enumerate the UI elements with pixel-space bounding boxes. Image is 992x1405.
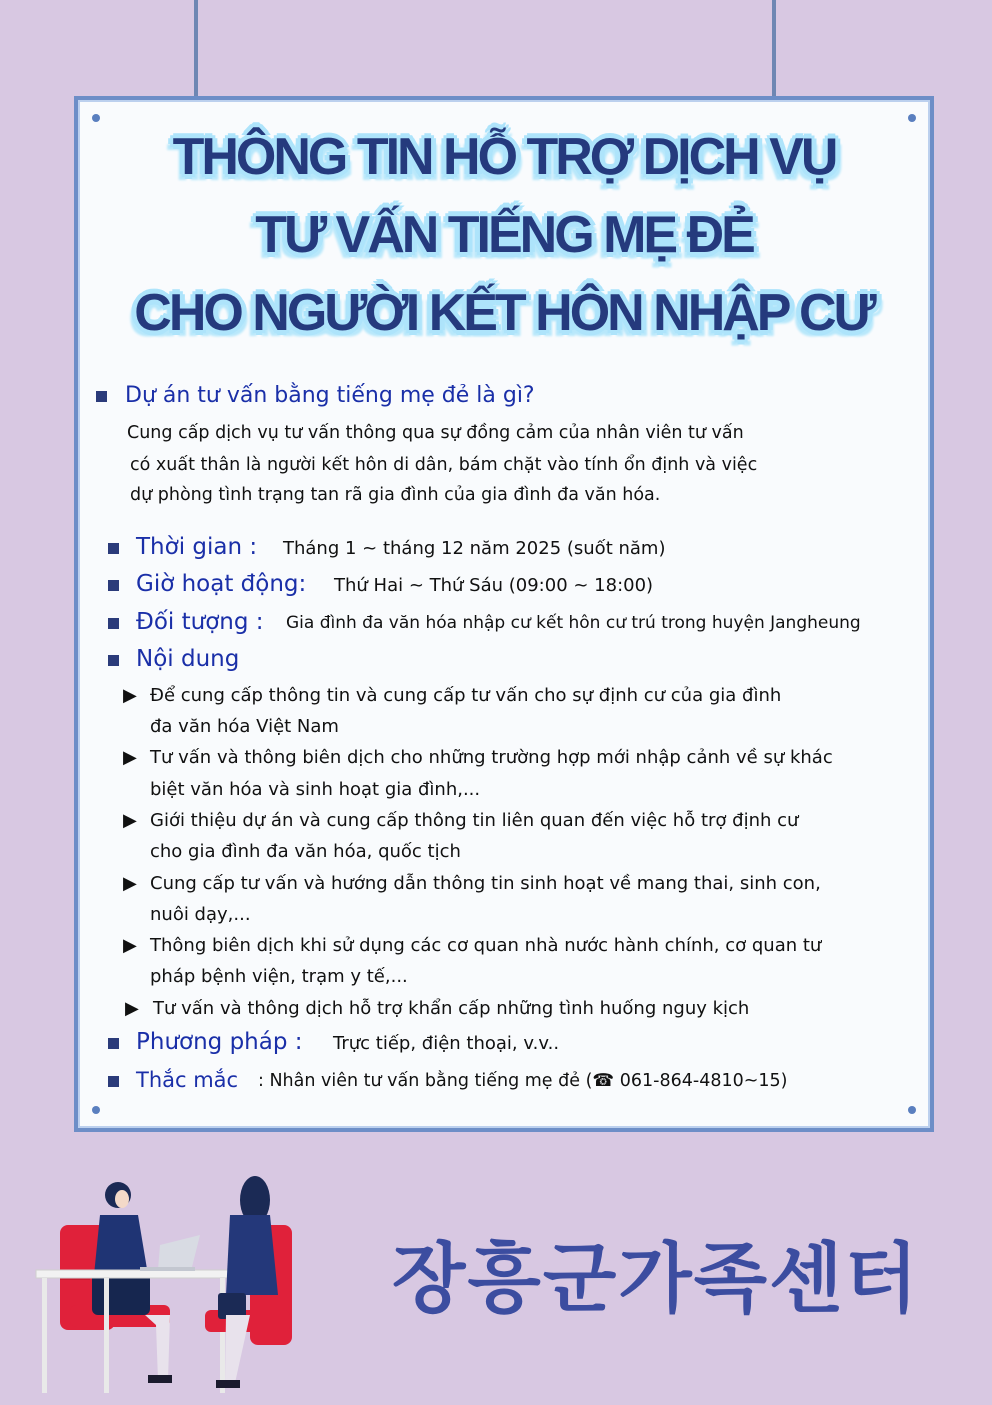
right-woman-shoe — [216, 1380, 240, 1388]
content-label: Nội dung — [136, 646, 240, 672]
inquiry-value: : Nhân viên tư vấn bằng tiếng mẹ đẻ (☎ 061-864-4810~15) — [258, 1071, 788, 1091]
square-bullet-icon — [108, 1038, 119, 1049]
target-value: Gia đình đa văn hóa nhập cư kết hôn cư trú trong huyện Jangheung — [286, 613, 861, 633]
right-woman-legs — [225, 1315, 250, 1383]
left-hanger-wire — [194, 0, 198, 96]
pin-icon — [908, 1106, 916, 1114]
content-bullet-1-line-2: đa văn hóa Việt Nam — [150, 716, 339, 737]
left-woman-body — [94, 1215, 148, 1275]
content-bullet-5-line-2: pháp bệnh viện, trạm y tế,... — [150, 966, 408, 987]
pin-icon — [92, 1106, 100, 1114]
method-label: Phương pháp : — [136, 1029, 303, 1055]
counseling-illustration — [30, 1175, 360, 1405]
left-woman-face — [115, 1190, 129, 1208]
content-bullet-2-line-2: biệt văn hóa và sinh hoạt gia đình,... — [150, 779, 481, 800]
desk-top — [36, 1270, 236, 1278]
inquiry-label: Thắc mắc — [136, 1068, 239, 1092]
target-label: Đối tượng : — [136, 609, 264, 635]
intro-line-3: dự phòng tình trạng tan rã gia đình của gia đình đa văn hóa. — [130, 485, 661, 505]
method-value: Trực tiếp, điện thoại, v.v.. — [333, 1033, 560, 1054]
intro-line-2: có xuất thân là người kết hôn di dân, bám chặt vào tính ổn định và việc — [130, 455, 758, 475]
family-center-logo-text: 장흥군가족센터 — [392, 1234, 920, 1323]
content-bullet-6-line-1: Tư vấn và thông dịch hỗ trợ khẩn cấp những tình huống nguy kịch — [153, 998, 750, 1019]
time-label: Thời gian : — [136, 534, 258, 560]
title-line-3: CHO NGƯỜI KẾT HÔN NHẬP CƯ — [134, 284, 874, 342]
triangle-bullet-icon: ▶ — [123, 873, 137, 894]
content-bullet-2-line-1: Tư vấn và thông biên dịch cho những trường hợp mới nhập cảnh về sự khác — [150, 747, 833, 768]
desk-leg — [104, 1278, 109, 1393]
triangle-bullet-icon: ▶ — [123, 747, 137, 768]
triangle-bullet-icon: ▶ — [125, 998, 139, 1019]
intro-line-1: Cung cấp dịch vụ tư vấn thông qua sự đồng cảm của nhân viên tư vấn — [127, 423, 744, 443]
right-woman-body — [226, 1215, 278, 1295]
content-bullet-4-line-2: nuôi dạy,... — [150, 904, 251, 925]
content-bullet-5-line-1: Thông biên dịch khi sử dụng các cơ quan nhà nước hành chính, cơ quan tư — [150, 935, 822, 956]
title-line-1: THÔNG TIN HỖ TRỢ DỊCH VỤ — [172, 128, 836, 186]
triangle-bullet-icon: ▶ — [123, 810, 137, 831]
square-bullet-icon — [108, 1076, 119, 1087]
time-value: Tháng 1 ~ tháng 12 năm 2025 (suốt năm) — [283, 538, 666, 559]
content-bullet-4-line-1: Cung cấp tư vấn và hướng dẫn thông tin sinh hoạt về mang thai, sinh con, — [150, 873, 821, 894]
laptop-icon — [158, 1235, 200, 1270]
left-woman-shoe — [148, 1375, 172, 1383]
laptop-base — [140, 1267, 195, 1271]
hours-label: Giờ hoạt động: — [136, 571, 307, 597]
desk-leg — [42, 1278, 47, 1393]
hours-value: Thứ Hai ~ Thứ Sáu (09:00 ~ 18:00) — [334, 575, 654, 596]
poster-title — [78, 118, 930, 352]
content-bullet-1-line-1: Để cung cấp thông tin và cung cấp tư vấn cho sự định cư của gia đình — [150, 685, 782, 706]
title-line-2: TƯ VẤN TIẾNG MẸ ĐẺ — [255, 206, 753, 264]
content-bullet-3-line-2: cho gia đình đa văn hóa, quốc tịch — [150, 841, 461, 862]
square-bullet-icon — [96, 391, 107, 402]
square-bullet-icon — [108, 655, 119, 666]
content-bullet-3-line-1: Giới thiệu dự án và cung cấp thông tin liên quan đến việc hỗ trợ định cư — [150, 810, 799, 831]
triangle-bullet-icon: ▶ — [123, 935, 137, 956]
right-hanger-wire — [772, 0, 776, 96]
square-bullet-icon — [108, 618, 119, 629]
square-bullet-icon — [108, 543, 119, 554]
square-bullet-icon — [108, 580, 119, 591]
intro-heading: Dự án tư vấn bằng tiếng mẹ đẻ là gì? — [125, 383, 535, 408]
triangle-bullet-icon: ▶ — [123, 685, 137, 706]
